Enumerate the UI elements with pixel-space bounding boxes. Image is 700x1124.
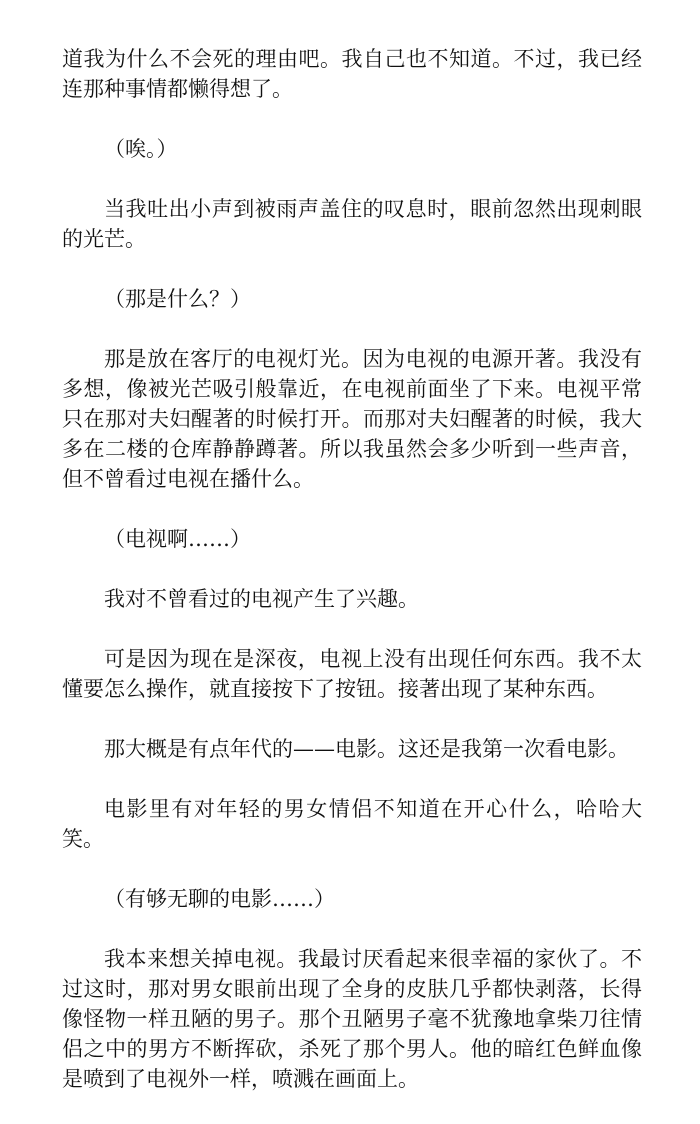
paragraph: 电影里有对年轻的男女情侣不知道在开心什么，哈哈大笑。 (62, 797, 642, 851)
paragraph: （唉。） (104, 137, 178, 161)
paragraph: （电视啊……） (104, 527, 251, 551)
paragraph: 当我吐出小声到被雨声盖住的叹息时，眼前忽然出现刺眼的光芒。 (62, 197, 642, 251)
paragraph: 那大概是有点年代的——电影。这还是我第一次看电影。 (104, 737, 629, 761)
paragraph: 可是因为现在是深夜，电视上没有出现任何东西。我不太懂要怎么操作，就直接按下了按钮。接著出现了某种东西。 (62, 647, 642, 701)
paragraph: 道我为什么不会死的理由吧。我自己也不知道。不过，我已经连那种事情都懒得想了。 (62, 47, 642, 101)
paragraph: 那是放在客厅的电视灯光。因为电视的电源开著。我没有多想，像被光芒吸引般靠近，在电视前面坐了下来。电视平常只在那对夫妇醒著的时候打开。而那对夫妇醒著的时候，我大多在二楼的仓库静静蹲著。所以我虽然会多少听到一些声音，但不曾看过电视在播什么。 (62, 347, 642, 491)
paragraph: 我本来想关掉电视。我最讨厌看起来很幸福的家伙了。不过这时，那对男女眼前出现了全身的皮肤几乎都快剥落，长得像怪物一样丑陋的男子。那个丑陋男子毫不犹豫地拿柴刀往情侣之中的男方不断挥砍，杀死了那个男人。他的暗红色鲜血像是喷到了电视外一样，喷溅在画面上。 (62, 947, 642, 1091)
paragraph: （有够无聊的电影……） (104, 887, 335, 911)
paragraph: 我对不曾看过的电视产生了兴趣。 (104, 587, 419, 611)
page-body (62, 44, 642, 1124)
paragraph: （那是什么？） (104, 287, 251, 311)
